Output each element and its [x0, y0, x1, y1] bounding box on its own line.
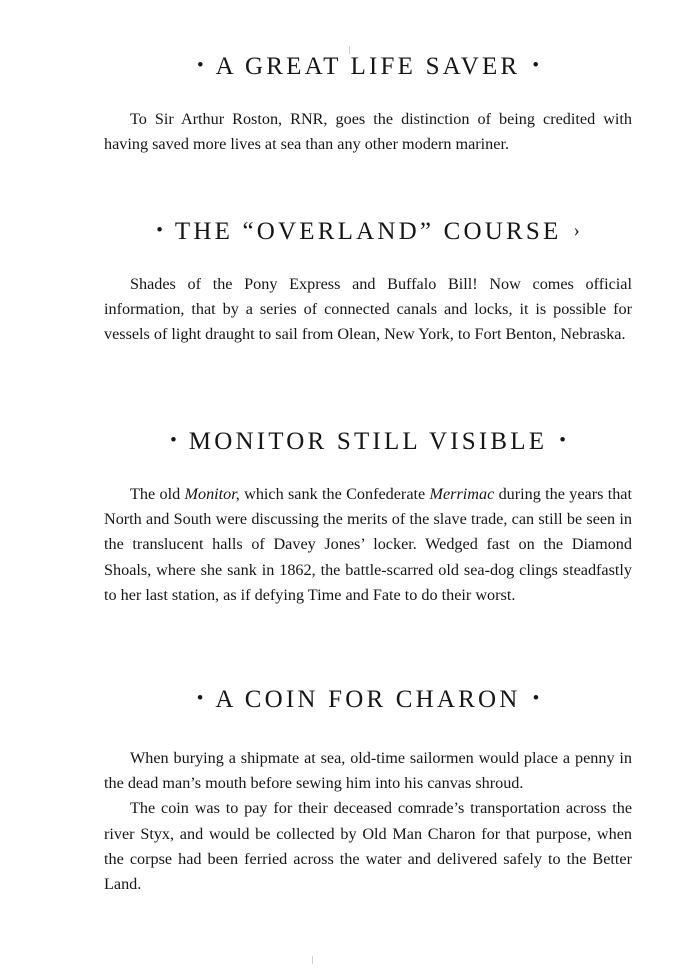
paragraph: To Sir Arthur Roston, RNR, goes the distinction of being credited with having saved more lives at sea than any other modern mariner.: [104, 110, 632, 154]
bullet-icon: •: [532, 688, 540, 709]
paragraph: When burying a shipmate at sea, old-time sailormen would place a penny in the dead man’s mouth before sewing him into his canvas shroud.: [104, 749, 632, 793]
section-great-life-saver: [104, 53, 632, 157]
bullet-icon: •: [532, 55, 539, 76]
text-run: during the years that North and South were discussing the merits of the slave trade, can still be seen in the translucent halls of Davey Jones’ locker. Wedged fast on the Diamond Shoals, where she sank in 1862, the battle-scarred old sea-dog clings steadfastly to her last station, as if defying Time and Fate to do their worst.: [104, 485, 632, 604]
paragraph: The coin was to pay for their deceased comrade’s transportation across the river Styx, and would be collected by Old Man Charon for that purpose, when the corpse had been ferried across the water and delivered safely to the Better Land.: [104, 799, 632, 894]
bullet-icon: •: [197, 55, 204, 76]
section-heading: [104, 428, 632, 456]
section-heading: [104, 53, 632, 81]
heading-text: MONITOR STILL VISIBLE: [188, 428, 548, 455]
bottom-margin-mark: [312, 956, 313, 964]
bullet-icon: •: [156, 220, 163, 241]
section-heading: [104, 686, 632, 714]
heading-text: A GREAT LIFE SAVER: [215, 53, 521, 80]
paragraph: Shades of the Pony Express and Buffalo Bill! Now comes official information, that by a series of connected canals and locks, it is possible for vessels of light draught to sail from Olean, New York, to Fort Benton, Nebraska.: [104, 275, 632, 344]
text-run: The old: [130, 485, 185, 503]
section-coin-for-charon: [104, 686, 632, 897]
bullet-icon: •: [170, 430, 177, 451]
ship-name-merrimac: Merrimac: [429, 485, 495, 503]
paragraph: [104, 482, 632, 608]
heading-text: THE “OVERLAND” COURSE: [174, 218, 562, 245]
section-overland-course: [104, 218, 632, 348]
ship-name-monitor: Monitor,: [184, 485, 240, 503]
section-monitor-still-visible: [104, 428, 632, 608]
heading-text: A COIN FOR CHARON: [215, 686, 521, 713]
bullet-icon: ›: [573, 220, 580, 241]
bullet-icon: •: [196, 688, 204, 709]
bullet-icon: •: [559, 430, 566, 451]
text-run: which sank the Confederate: [239, 485, 430, 503]
section-heading: [104, 218, 632, 246]
